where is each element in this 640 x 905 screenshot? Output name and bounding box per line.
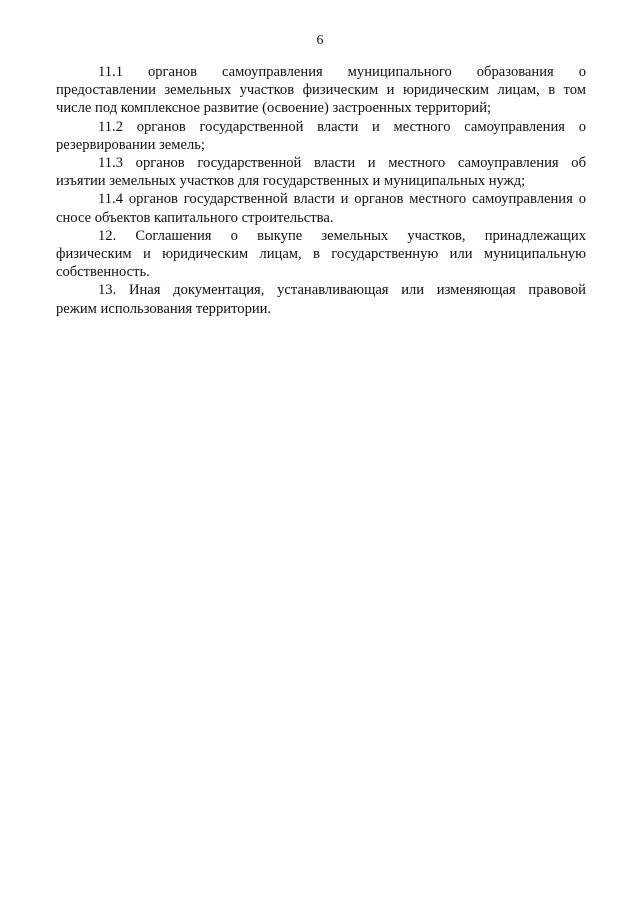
- paragraph-11-4: [56, 190, 586, 226]
- document-body: [56, 63, 586, 318]
- paragraph-11-3: [56, 154, 586, 190]
- text-line: собственность.: [56, 264, 150, 281]
- text-line: 11.2 органов государственной власти и местного самоуправления о: [98, 118, 586, 135]
- paragraph-12: [56, 227, 586, 282]
- text-line: 11.4 органов государственной власти и органов местного самоуправления о: [98, 191, 586, 208]
- text-line: изъятии земельных участков для государственных и муниципальных нужд;: [56, 173, 526, 190]
- text-line: 13. Иная документация, устанавливающая или изменяющая правовой: [98, 282, 586, 299]
- text-line: сносе объектов капитального строительства.: [56, 209, 334, 226]
- paragraph-11-2: [56, 118, 586, 154]
- text-line: резервировании земель;: [56, 136, 205, 153]
- paragraph-11-1: [56, 63, 586, 118]
- text-line: 12. Соглашения о выкупе земельных участков, принадлежащих: [98, 227, 586, 244]
- page-number: 6: [316, 33, 324, 48]
- text-line: числе под комплексное развитие (освоение) застроенных территорий;: [56, 100, 492, 117]
- text-line: физическим и юридическим лицам, в государственную или муниципальную: [56, 246, 586, 263]
- text-line: 11.1 органов самоуправления муниципального образования о: [98, 64, 586, 80]
- text-line: 11.3 органов государственной власти и местного самоуправления об: [98, 155, 586, 172]
- paragraph-13: [56, 281, 586, 317]
- text-line: режим использования территории.: [56, 300, 272, 317]
- text-line: предоставлении земельных участков физическим и юридическим лицам, в том: [56, 82, 586, 99]
